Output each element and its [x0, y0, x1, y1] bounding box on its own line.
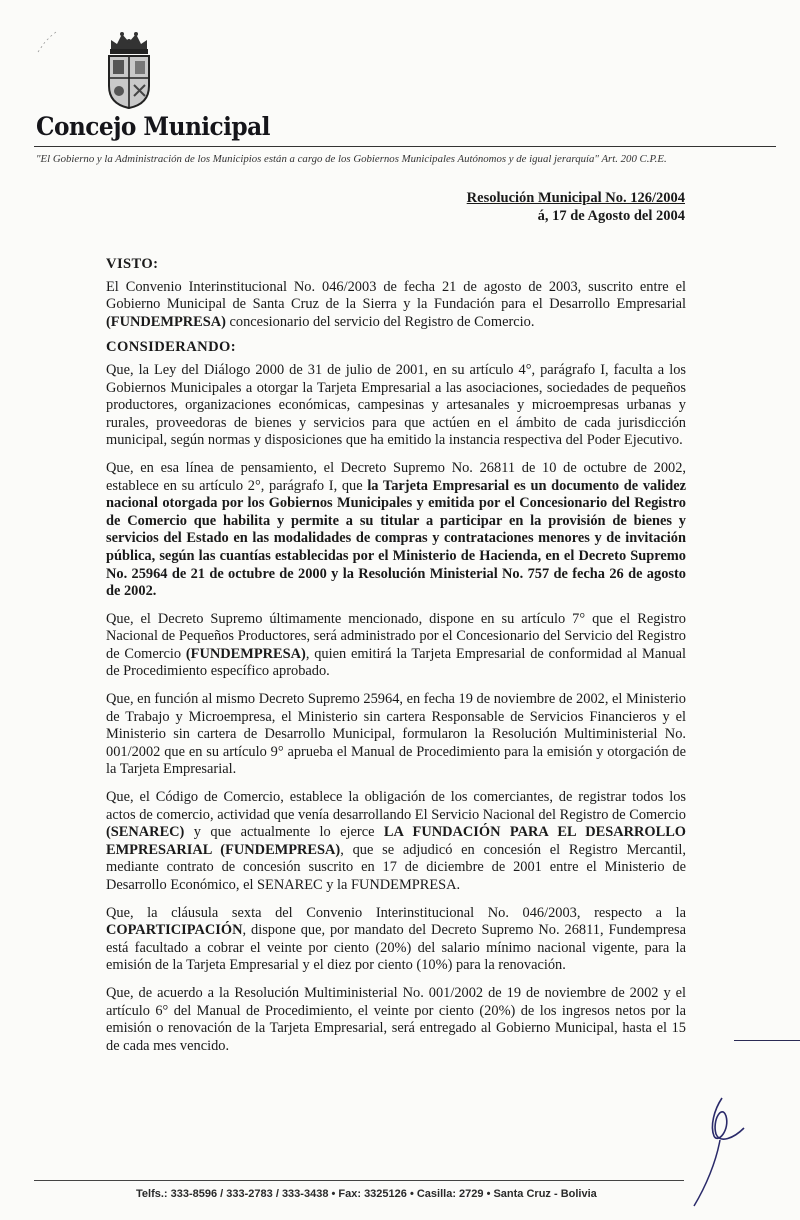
header-motto: "El Gobierno y la Administración de los Municipios están a cargo de los Gobiernos Municipales Autónomos y de igual jerarquía" Art. 200 C.P.E.: [36, 153, 667, 165]
p6-text-a: Que, la cláusula sexta del Convenio Interinstitucional No. 046/2003, respecto a la: [106, 904, 686, 921]
resolution-block: [467, 189, 685, 225]
p6-bold: COPARTICIPACIÓN: [106, 922, 243, 939]
resolution-title: Resolución Municipal No. 126/2004: [466, 190, 685, 206]
scan-speck-mark: [36, 30, 58, 54]
resolution-date: á, 17 de Agosto del 2004: [537, 208, 685, 224]
p5-text-b: y que actualmente lo ejerce: [184, 824, 384, 841]
considerando-heading: CONSIDERANDO:: [106, 339, 237, 356]
p2-text: Que, en esa línea de pensamiento, el Decreto Supremo No. 26811 de 10 de octubre de 2002, establece en su artículo 2°, parágrafo I, que: [106, 459, 686, 494]
considerando-paragraph-5: [106, 789, 686, 895]
visto-heading: VISTO:: [106, 256, 159, 272]
handwritten-signature-icon: [686, 1090, 756, 1210]
p6-text-b: , dispone que, por mandato del Decreto Supremo No. 26811, Fundempresa está facultado a cobrar el veinte por ciento (20%) del salario mínimo nacional vigente, para la emisión de la Tarjeta Empresarial y el diez por ciento (10%) para la renovación.: [106, 922, 686, 974]
considerando-paragraph-3: [106, 611, 686, 681]
p3-bold: (FUNDEMPRESA): [185, 645, 306, 662]
coat-of-arms-icon: [104, 30, 154, 110]
p5-text-a: Que, el Código de Comercio, establece la obligación de los comerciantes, de registrar todos los actos de comercio, actividad que venía desarrollando El Servicio Nacional del Registro de Comercio: [106, 789, 686, 823]
p5-text-c: , que se adjudicó en concesión el Registro Mercantil, mediante contrato de concesión suscrito en 17 de diciembre de 2001 entre el Ministerio de Desarrollo Económico, el SENAREC y la FUNDEMPRESA.: [106, 841, 686, 893]
considerando-paragraph-1: Que, la Ley del Diálogo 2000 de 31 de julio de 2001, en su artículo 4°, parágrafo I, faculta a los Gobiernos Municipales a otorgar la Tarjeta Empresarial a las asociaciones, sociedades de pequeños productores, organizaciones económicas, campesinas y artesanales y microempresas urbanas y rurales, proveedoras de bienes y servicios para que actúen en el ámbito de cada jurisdicción municipal, según normas y disposiciones que ha emitido la instancia respectiva del Poder Ejecutivo.: [106, 361, 686, 449]
p3-text-b: , quien emitirá la Tarjeta Empresarial de conformidad al Manual de Procedimiento específico aprobado.: [106, 645, 686, 680]
p5-bold-1: (SENAREC): [106, 824, 185, 841]
visto-text-a: El Convenio Interinstitucional No. 046/2003 de fecha 21 de agosto de 2003, suscrito entre el Gobierno Municipal de Santa Cruz de la Sierra y la Fundación para el Desarrollo Empresarial: [106, 278, 686, 313]
org-name: Concejo Municipal: [36, 112, 270, 141]
considerando-paragraph-2: [106, 460, 686, 601]
considerando-paragraph-7: Que, de acuerdo a la Resolución Multiministerial No. 001/2002 de 19 de noviembre de 2002 y el artículo 6° del Manual de Procedimiento, el veinte por ciento (20%) de los ingresos netos por la emisión o renovación de la Tarjeta Empresarial, será entregado al Gobierno Municipal, hasta el 15 de cada mes vencido.: [106, 984, 686, 1054]
considerando-paragraph-6: [106, 905, 686, 975]
visto-text-b: concesionario del servicio del Registro de Comercio.: [225, 313, 535, 330]
document-body: [106, 256, 686, 1065]
p3-text-a: Que, el Decreto Supremo últimamente mencionado, dispone en su artículo 7° que el Registro Nacional de Pequeños Productores, será administrado por el Concesionario del Servicio del Registro de Comercio: [106, 610, 686, 662]
considerando-paragraph-4: Que, en función al mismo Decreto Supremo 25964, en fecha 19 de noviembre de 2002, el Ministerio de Trabajo y Microempresa, el Ministerio sin cartera Responsable de Servicios Financieros y el Ministerio sin cartera de Desarrollo Municipal, formularon la Resolución Multiministerial No. 001/2002 que en su artículo 9° aprueba el Manual de Procedimiento para la emisión y otorgación de la Tarjeta Empresarial.: [106, 691, 686, 778]
p5-bold-2: LA FUNDACIÓN PARA EL DESARROLLO EMPRESARIAL (FUNDEMPRESA): [106, 824, 687, 858]
p2-bold: la Tarjeta Empresarial es un documento de validez nacional otorgada por los Gobiernos Municipales y emitida por el Concesionario del Registro de Comercio que habilita y permite a su titular a participar en la provisión de bienes y servicios del Estado en las modalidades de compras y contrataciones menores y de invitación pública, según las cuantías establecidas por el Ministerio de Hacienda, en el Decreto Supremo No. 25964 de 21 de octubre de 2000 y la Resolución Ministerial No. 757 de fecha 26 de agosto de 2002.: [106, 477, 686, 600]
footer-contact: Telfs.: 333-8596 / 333-2783 / 333-3438 • Fax: 3325126 • Casilla: 2729 • Santa Cruz - Bolivia: [136, 1188, 597, 1200]
header-divider: [34, 146, 776, 147]
footer-divider: [34, 1180, 684, 1181]
visto-bold-a: (FUNDEMPRESA): [106, 313, 226, 330]
margin-pen-line: [734, 1040, 800, 1041]
visto-paragraph: [106, 279, 686, 332]
